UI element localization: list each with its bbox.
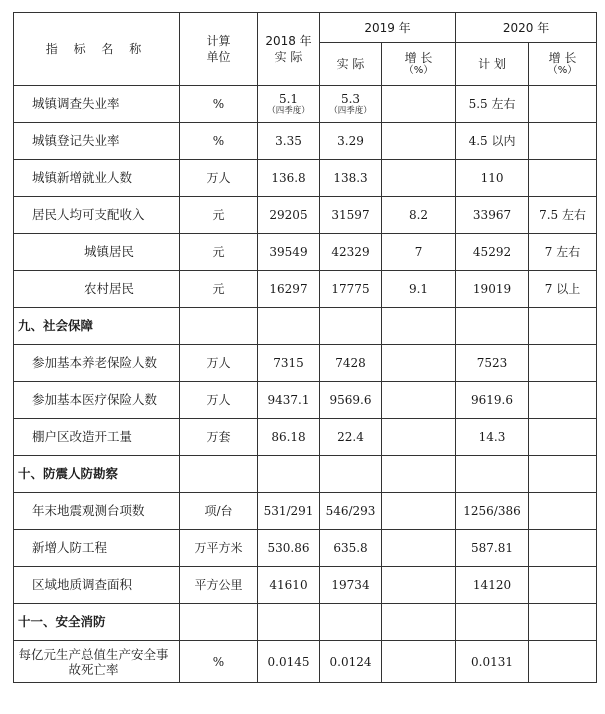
value-2019: 3.29	[320, 123, 382, 160]
growth-2020	[529, 382, 597, 419]
indicator-name: 每亿元生产总值生产安全事故死亡率	[14, 641, 180, 683]
growth-2020	[529, 160, 597, 197]
value-2019: 42329	[320, 234, 382, 271]
indicator-unit: 元	[180, 234, 258, 271]
plan-2020: 14.3	[456, 419, 529, 456]
value-2019: 17775	[320, 271, 382, 308]
section-row	[14, 308, 597, 345]
value-2018: 29205	[258, 197, 320, 234]
header-2019-actual: 实 际	[320, 43, 382, 86]
statistics-table	[13, 12, 597, 683]
header-indicator-name: 指 标 名 称	[14, 13, 180, 86]
value-2018: 5.1 （四季度）	[258, 86, 320, 123]
table-row	[14, 86, 597, 123]
indicator-name: 区域地质调查面积	[14, 567, 180, 604]
plan-2020: 33967	[456, 197, 529, 234]
table-row	[14, 641, 597, 683]
growth-2019	[382, 641, 456, 683]
indicator-name: 城镇新增就业人数	[14, 160, 180, 197]
plan-2020: 14120	[456, 567, 529, 604]
indicator-unit: 万人	[180, 160, 258, 197]
indicator-name: 棚户区改造开工量	[14, 419, 180, 456]
value-2018-note: （四季度）	[267, 106, 310, 116]
header-2018-actual: 2018 年 实 际	[258, 13, 320, 86]
value-2018: 531/291	[258, 493, 320, 530]
value-2018: 7315	[258, 345, 320, 382]
value-2018: 41610	[258, 567, 320, 604]
indicator-unit: 万平方米	[180, 530, 258, 567]
table-row	[14, 123, 597, 160]
section-title: 十一、安全消防	[14, 604, 180, 641]
indicator-name: 参加基本养老保险人数	[14, 345, 180, 382]
value-2019: 138.3	[320, 160, 382, 197]
plan-2020: 4.5 以内	[456, 123, 529, 160]
table-row	[14, 530, 597, 567]
value-2019: 9569.6	[320, 382, 382, 419]
header-2019-growth-unit: （%）	[403, 65, 434, 76]
growth-2019: 9.1	[382, 271, 456, 308]
table-row	[14, 160, 597, 197]
plan-2020: 587.81	[456, 530, 529, 567]
growth-2019	[382, 160, 456, 197]
growth-2020	[529, 530, 597, 567]
indicator-name: 城镇调查失业率	[14, 86, 180, 123]
plan-2020: 19019	[456, 271, 529, 308]
growth-2020	[529, 123, 597, 160]
growth-2020	[529, 419, 597, 456]
value-2018: 3.35	[258, 123, 320, 160]
indicator-unit: 万人	[180, 345, 258, 382]
indicator-unit: 元	[180, 271, 258, 308]
indicator-unit: 项/台	[180, 493, 258, 530]
section-row	[14, 604, 597, 641]
growth-2020	[529, 641, 597, 683]
header-unit: 计算 单位	[180, 13, 258, 86]
header-2020-growth: 增 长 （%）	[529, 43, 597, 86]
indicator-name: 农村居民	[14, 271, 180, 308]
table-row	[14, 493, 597, 530]
value-2019-note: （四季度）	[329, 106, 372, 116]
value-2018: 0.0145	[258, 641, 320, 683]
value-2019: 22.4	[320, 419, 382, 456]
header-2019: 2019 年	[320, 13, 456, 43]
growth-2019: 8.2	[382, 197, 456, 234]
indicator-name: 城镇登记失业率	[14, 123, 180, 160]
table-row	[14, 419, 597, 456]
table-row	[14, 567, 597, 604]
growth-2020	[529, 345, 597, 382]
value-2019: 635.8	[320, 530, 382, 567]
indicator-name: 参加基本医疗保险人数	[14, 382, 180, 419]
plan-2020: 5.5 左右	[456, 86, 529, 123]
plan-2020: 110	[456, 160, 529, 197]
growth-2020	[529, 567, 597, 604]
plan-2020: 7523	[456, 345, 529, 382]
indicator-name: 年末地震观测台项数	[14, 493, 180, 530]
growth-2019	[382, 530, 456, 567]
growth-2019: 7	[382, 234, 456, 271]
value-2018: 16297	[258, 271, 320, 308]
growth-2019	[382, 493, 456, 530]
growth-2019	[382, 419, 456, 456]
indicator-name: 新增人防工程	[14, 530, 180, 567]
value-2019: 7428	[320, 345, 382, 382]
table-row	[14, 234, 597, 271]
plan-2020: 45292	[456, 234, 529, 271]
value-2019: 19734	[320, 567, 382, 604]
table-row	[14, 197, 597, 234]
value-2018: 86.18	[258, 419, 320, 456]
value-2018: 9437.1	[258, 382, 320, 419]
indicator-unit: 元	[180, 197, 258, 234]
growth-2020: 7.5 左右	[529, 197, 597, 234]
plan-2020: 9619.6	[456, 382, 529, 419]
indicator-unit: 万套	[180, 419, 258, 456]
plan-2020: 0.0131	[456, 641, 529, 683]
header-2020: 2020 年	[456, 13, 597, 43]
indicator-unit: 万人	[180, 382, 258, 419]
growth-2019	[382, 567, 456, 604]
indicator-unit: %	[180, 123, 258, 160]
value-2019: 5.3 （四季度）	[320, 86, 382, 123]
header-2020-growth-unit: （%）	[547, 65, 578, 76]
section-title: 十、防震人防勘察	[14, 456, 180, 493]
indicator-name: 居民人均可支配收入	[14, 197, 180, 234]
section-title: 九、社会保障	[14, 308, 180, 345]
table-row	[14, 382, 597, 419]
growth-2019	[382, 86, 456, 123]
plan-2020: 1256/386	[456, 493, 529, 530]
indicator-unit: %	[180, 86, 258, 123]
growth-2020	[529, 86, 597, 123]
value-2019: 546/293	[320, 493, 382, 530]
value-2018: 39549	[258, 234, 320, 271]
value-2019: 0.0124	[320, 641, 382, 683]
header-2019-growth: 增 长 （%）	[382, 43, 456, 86]
section-row	[14, 456, 597, 493]
growth-2019	[382, 345, 456, 382]
value-2018: 136.8	[258, 160, 320, 197]
growth-2020: 7 左右	[529, 234, 597, 271]
growth-2020	[529, 493, 597, 530]
indicator-unit: %	[180, 641, 258, 683]
growth-2019	[382, 123, 456, 160]
header-2020-plan: 计 划	[456, 43, 529, 86]
value-2019: 31597	[320, 197, 382, 234]
indicator-unit: 平方公里	[180, 567, 258, 604]
indicator-name: 城镇居民	[14, 234, 180, 271]
growth-2019	[382, 382, 456, 419]
table-row	[14, 345, 597, 382]
table-row	[14, 271, 597, 308]
value-2018: 530.86	[258, 530, 320, 567]
growth-2020: 7 以上	[529, 271, 597, 308]
